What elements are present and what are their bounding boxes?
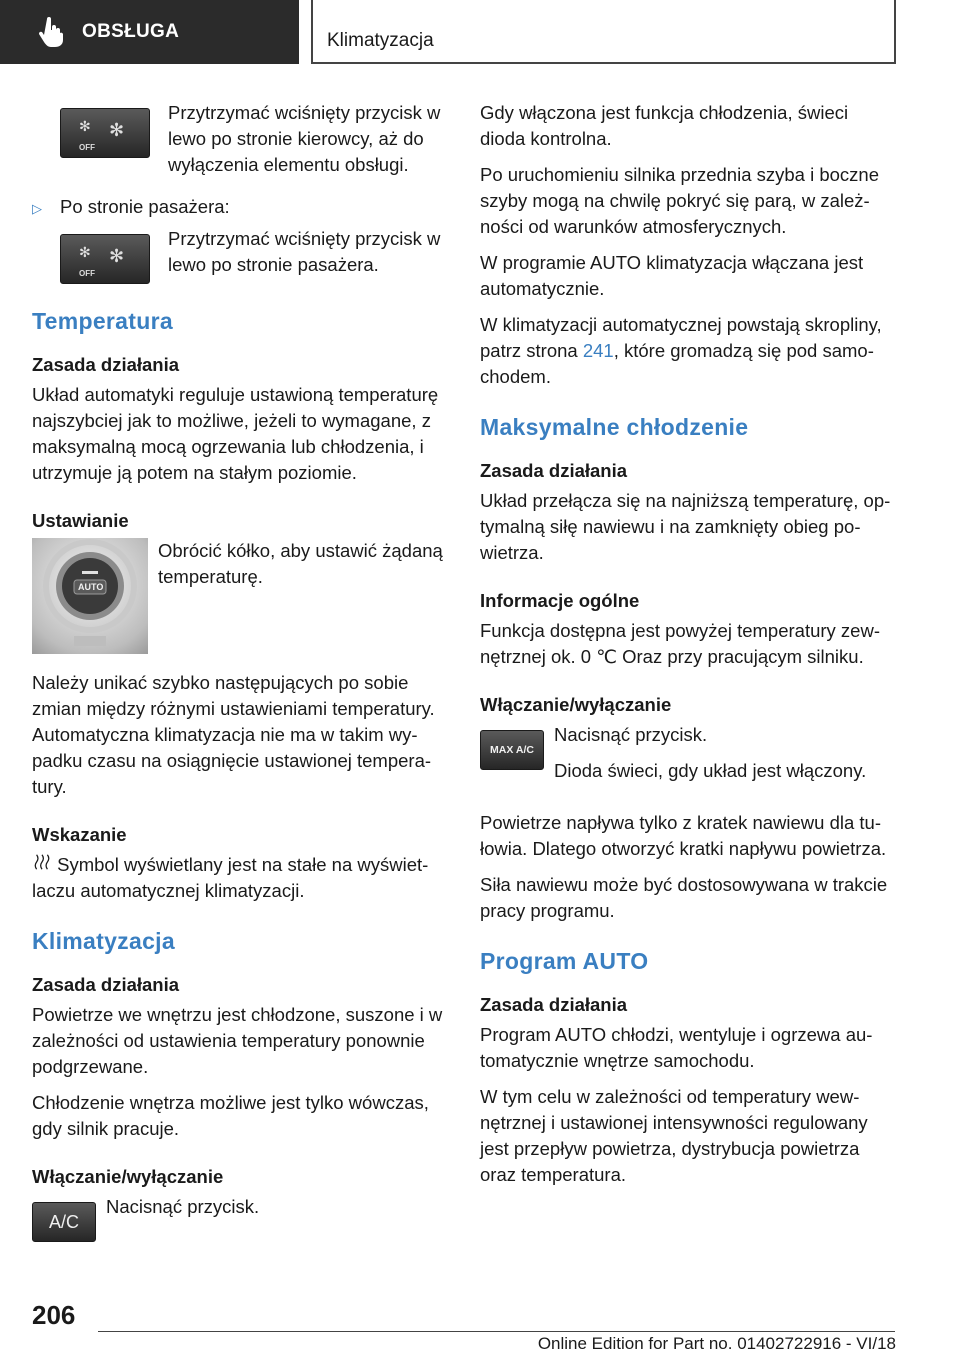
chapter-title-box: [311, 0, 896, 64]
passenger-off-row: [32, 226, 448, 284]
paragraph: Gdy włączona jest funkcja chłodzenia, świeci dioda kontrolna.: [480, 102, 849, 149]
paragraph: Nacisnąć przycisk.: [554, 724, 708, 745]
knob-auto-label: AUTO: [78, 582, 104, 592]
fan-large-icon: ✻: [109, 246, 125, 266]
triangle-right-icon: ▷: [32, 201, 42, 216]
paragraph: Powietrze napływa tylko z kratek nawiewu dla tułowia. Dlatego otworzyć kratki napływu powietrza.: [480, 812, 887, 859]
fan-small-icon: ✻: [79, 244, 91, 260]
subheading: Zasada działania: [32, 974, 180, 995]
footer-divider: [98, 1331, 895, 1332]
paragraph: Przytrzymać wciśnięty przycisk w lewo po stronie kierowcy, aż do wyłączenia elementu obsługi.: [168, 102, 441, 175]
paragraph: Siła nawiewu może być dostosowywana w trakcie pracy programu.: [480, 874, 888, 921]
fan-small-icon: ✻: [79, 118, 91, 134]
bullet-item: [32, 194, 448, 222]
off-label: OFF: [79, 269, 95, 278]
paragraph: Obrócić kółko, aby ustawić żądaną temperaturę.: [158, 540, 443, 587]
section-label: OBSŁUGA: [82, 21, 180, 42]
text: , które gromadzą się pod samochodem.: [480, 340, 874, 387]
paragraph: Powietrze we wnętrzu jest chłodzone, suszone i w zależności od ustawienia temperatury ponownie podgrzewane.: [32, 1004, 443, 1077]
ac-button-icon: A/C: [32, 1202, 96, 1242]
subheading: Wskazanie: [32, 824, 127, 845]
text: W klimatyzacji automatycznej powstają skropliny, patrz strona: [480, 314, 882, 361]
paragraph: Nacisnąć przycisk.: [106, 1196, 260, 1217]
fan-off-button-icon: [60, 108, 150, 158]
ac-row: [32, 1194, 448, 1242]
subheading: Włączanie/wyłączanie: [32, 1166, 224, 1187]
paragraph: Chłodzenie wnętrza możliwe jest tylko wówczas, gdy silnik pracuje.: [32, 1092, 429, 1139]
maxac-row: [480, 722, 896, 794]
maxac-text: [554, 722, 896, 794]
page-number: 206: [32, 1300, 76, 1330]
hand-pointer-icon: [38, 17, 64, 47]
paragraph: Układ przełącza się na najniższą temperaturę, optymalną siłę nawiewu i na zamknięty obieg powietrza.: [480, 490, 891, 563]
page-link[interactable]: 241: [582, 340, 614, 361]
chapter-title: Klimatyzacja: [327, 30, 434, 51]
knob-row: [32, 538, 448, 654]
symbol-text: Symbol wyświetlany jest na stałe na wyświetlaczu automatycznej klimatyzacji.: [32, 854, 429, 901]
paragraph: [480, 312, 896, 390]
paragraph: [32, 852, 448, 904]
subheading: Zasada działania: [480, 460, 628, 481]
off-label: OFF: [79, 143, 95, 152]
paragraph: W programie AUTO klimatyzacja włączana jest automatycznie.: [480, 252, 864, 299]
heat-symbol-icon: [32, 853, 52, 871]
fan-off-button-icon: [60, 234, 150, 284]
paragraph: Program AUTO chłodzi, wentyluje i ogrzewa automatycznie wnętrze samochodu.: [480, 1024, 873, 1071]
heading-klimatyzacja: Klimatyzacja: [32, 928, 175, 954]
subheading: Zasada działania: [32, 354, 180, 375]
fan-large-icon: ✻: [109, 120, 125, 140]
max-ac-button-icon: MAX A/C: [480, 730, 544, 770]
paragraph: Funkcja dostępna jest powyżej temperatury zewnętrznej ok. 0 ℃ Oraz przy pracującym silniku.: [480, 620, 881, 667]
right-column: [480, 100, 896, 1198]
paragraph: Przytrzymać wciśnięty przycisk w lewo po stronie pasażera.: [168, 228, 441, 275]
subheading: Włączanie/wyłączanie: [480, 694, 672, 715]
temperature-knob-icon: [32, 538, 148, 654]
section-tab: [0, 0, 299, 64]
footer-edition: Online Edition for Part no. 01402722916 - VI/18: [537, 1334, 896, 1353]
paragraph: W tym celu w zależności od temperatury wewnętrznej i ustawionej intensywności regulowany jest przepływ powietrza, dystrybucja powietrza oraz temperatura.: [480, 1086, 868, 1185]
paragraph: Dioda świeci, gdy układ jest włączony.: [554, 760, 867, 781]
bullet-text: Po stronie pasażera:: [60, 196, 230, 217]
heading-maksymalne: Maksymalne chłodzenie: [480, 414, 749, 440]
subheading: Zasada działania: [480, 994, 628, 1015]
heading-program-auto: Program AUTO: [480, 948, 649, 974]
paragraph: Należy unikać szybko następujących po sobie zmian między różnymi ustawieniami temperatury. Automatyczna klimatyzacja nie ma w takim wypadku czasu na osiągnięcie ustawionej temperatury.: [32, 672, 435, 797]
driver-off-row: [32, 100, 448, 178]
subheading: Informacje ogólne: [480, 590, 640, 611]
heading-temperatura: Temperatura: [32, 308, 173, 334]
subheading: Ustawianie: [32, 510, 129, 531]
paragraph: Układ automatyki reguluje ustawioną temperaturę najszybciej jak to możliwe, jeżeli to wymagane, z maksymalną mocą ogrzewania lub chłodzenia, i utrzymuje ją potem na stałym poziomie.: [32, 384, 439, 483]
left-column: [32, 100, 448, 1246]
paragraph: Po uruchomieniu silnika przednia szyba i boczne szyby mogą na chwilę pokryć się parą, w zależności od warunków atmosferycznych.: [480, 164, 879, 237]
